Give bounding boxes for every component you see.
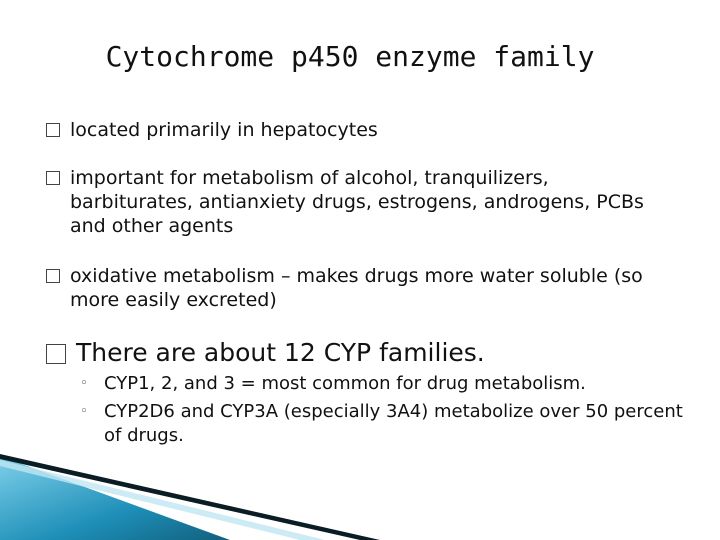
bullet-text: located primarily in hepatocytes (70, 119, 378, 141)
square-bullet-icon (46, 269, 60, 283)
bullet-text: oxidative metabolism – makes drugs more water soluble (so more easily excreted) (70, 265, 643, 311)
ring-bullet-icon: ◦ (80, 376, 88, 391)
slide-title: Cytochrome p450 enzyme family (105, 40, 595, 73)
sub-bullet-text: CYP1, 2, and 3 = most common for drug metabolism. (104, 373, 586, 394)
bullet-item (46, 337, 485, 369)
bullet-item (46, 118, 660, 142)
sub-bullet-text: CYP2D6 and CYP3A (especially 3A4) metabolize over 50 percent of drugs. (104, 401, 683, 446)
square-bullet-icon (46, 171, 60, 185)
bullet-text: important for metabolism of alcohol, tranquilizers, barbiturates, antianxiety drugs, estrogens, androgens, PCBs and other agents (70, 167, 644, 237)
ring-bullet-icon: ◦ (80, 404, 88, 419)
square-bullet-icon (46, 123, 60, 137)
square-bullet-icon (46, 344, 66, 364)
bullet-item (46, 166, 660, 238)
bullet-item (46, 264, 660, 312)
decorative-swoosh (0, 440, 720, 540)
bullet-text: There are about 12 CYP families. (76, 338, 485, 367)
sub-bullet-item (80, 372, 704, 396)
